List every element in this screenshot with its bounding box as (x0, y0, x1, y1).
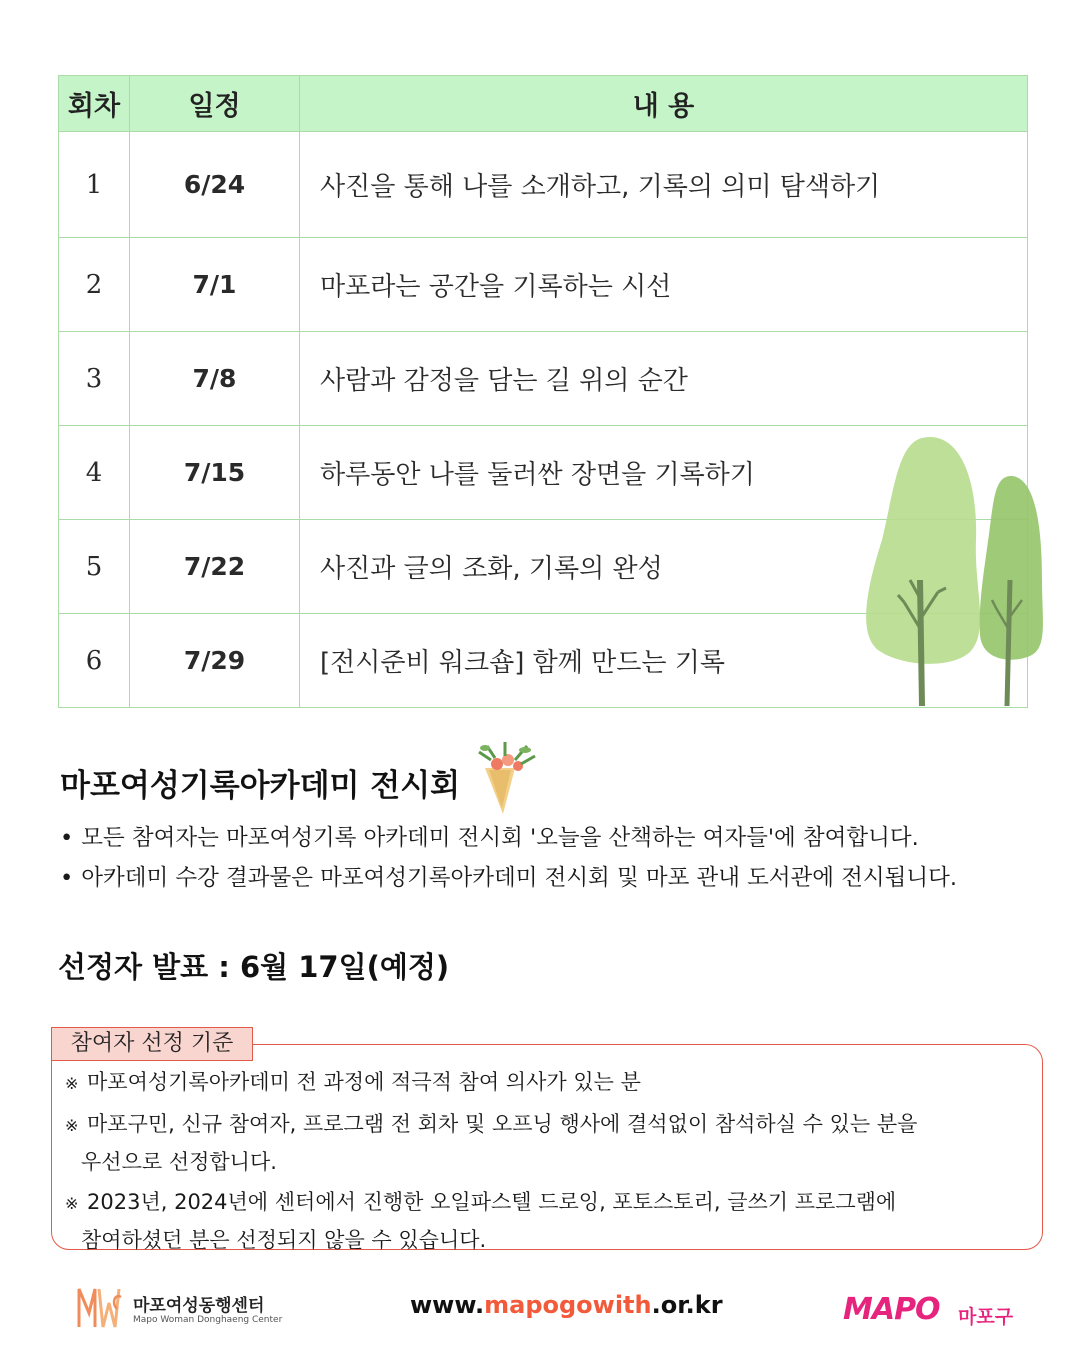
exhibition-title: 마포여성기록아카데미 전시회 (60, 768, 461, 804)
session-date: 7/15 (130, 426, 300, 520)
session-date: 6/24 (130, 132, 300, 238)
announcement-date: 선정자 발표 : 6월 17일(예정) (58, 950, 450, 984)
exhibition-bullets (60, 818, 957, 898)
center-name: 마포여성동행센터 (133, 1296, 265, 1316)
header-session: 회차 (59, 76, 130, 132)
center-logo-icon (75, 1283, 125, 1333)
session-date: 7/1 (130, 238, 300, 332)
session-number: 4 (59, 426, 130, 520)
center-name-en: Mapo Woman Donghaeng Center (133, 1315, 283, 1325)
criteria-text: 마포여성기록아카데미 전 과정에 적극적 참여 의사가 있는 분 (87, 1070, 641, 1094)
mapo-gu-logo (843, 1292, 1023, 1332)
session-number: 5 (59, 520, 130, 614)
header-content: 내 용 (300, 76, 1028, 132)
mapo-wordmark: MAPO (843, 1292, 940, 1327)
session-number: 1 (59, 132, 130, 238)
session-number: 3 (59, 332, 130, 426)
session-date: 7/29 (130, 614, 300, 708)
table-row (59, 132, 1028, 238)
website-suffix: .or.kr (651, 1291, 723, 1319)
list-item: • 모든 참여자는 마포여성기록 아카데미 전시회 '오늘을 산책하는 여자들'에 참여합니다. (60, 818, 957, 858)
list-item (65, 1184, 917, 1258)
criteria-list (65, 1064, 917, 1262)
reference-mark: ※ (65, 1116, 79, 1135)
bouquet-icon (475, 738, 545, 818)
list-item (65, 1106, 917, 1180)
session-content: 사람과 감정을 담는 길 위의 순간 (300, 332, 1028, 426)
criteria-text: 마포구민, 신규 참여자, 프로그램 전 회차 및 오프닝 행사에 결석없이 참석하실 수 있는 분을 (87, 1112, 918, 1136)
table-row (59, 238, 1028, 332)
website-domain: mapogowith (484, 1291, 652, 1319)
session-number: 6 (59, 614, 130, 708)
list-item: • 아카데미 수강 결과물은 마포여성기록아카데미 전시회 및 마포 관내 도서관에 전시됩니다. (60, 858, 957, 898)
session-content: 사진과 글의 조화, 기록의 완성 (300, 520, 1028, 614)
list-item (65, 1064, 917, 1102)
session-content: 마포라는 공간을 기록하는 시선 (300, 238, 1028, 332)
criteria-text-cont: 참여하셨던 분은 선정되지 않을 수 있습니다. (81, 1228, 487, 1252)
reference-mark: ※ (65, 1194, 79, 1213)
center-logo (75, 1283, 285, 1335)
criteria-tab-label: 참여자 선정 기준 (51, 1027, 253, 1061)
session-date: 7/22 (130, 520, 300, 614)
session-content: [전시준비 워크숍] 함께 만드는 기록 (300, 614, 1028, 708)
tree-illustration (860, 430, 1050, 720)
website-link[interactable] (410, 1291, 723, 1319)
website-prefix: www. (410, 1291, 485, 1319)
table-row (59, 332, 1028, 426)
session-date: 7/8 (130, 332, 300, 426)
session-content: 하루동안 나를 둘러싼 장면을 기록하기 (300, 426, 1028, 520)
mapo-gu-text: 마포구 (958, 1306, 1014, 1328)
table-header-row (59, 76, 1028, 132)
session-number: 2 (59, 238, 130, 332)
header-date: 일정 (130, 76, 300, 132)
criteria-text: 2023년, 2024년에 센터에서 진행한 오일파스텔 드로잉, 포토스토리, 글쓰기 프로그램에 (87, 1190, 897, 1214)
reference-mark: ※ (65, 1074, 79, 1093)
criteria-text-cont: 우선으로 선정합니다. (81, 1150, 277, 1174)
session-content: 사진을 통해 나를 소개하고, 기록의 의미 탐색하기 (300, 132, 1028, 238)
